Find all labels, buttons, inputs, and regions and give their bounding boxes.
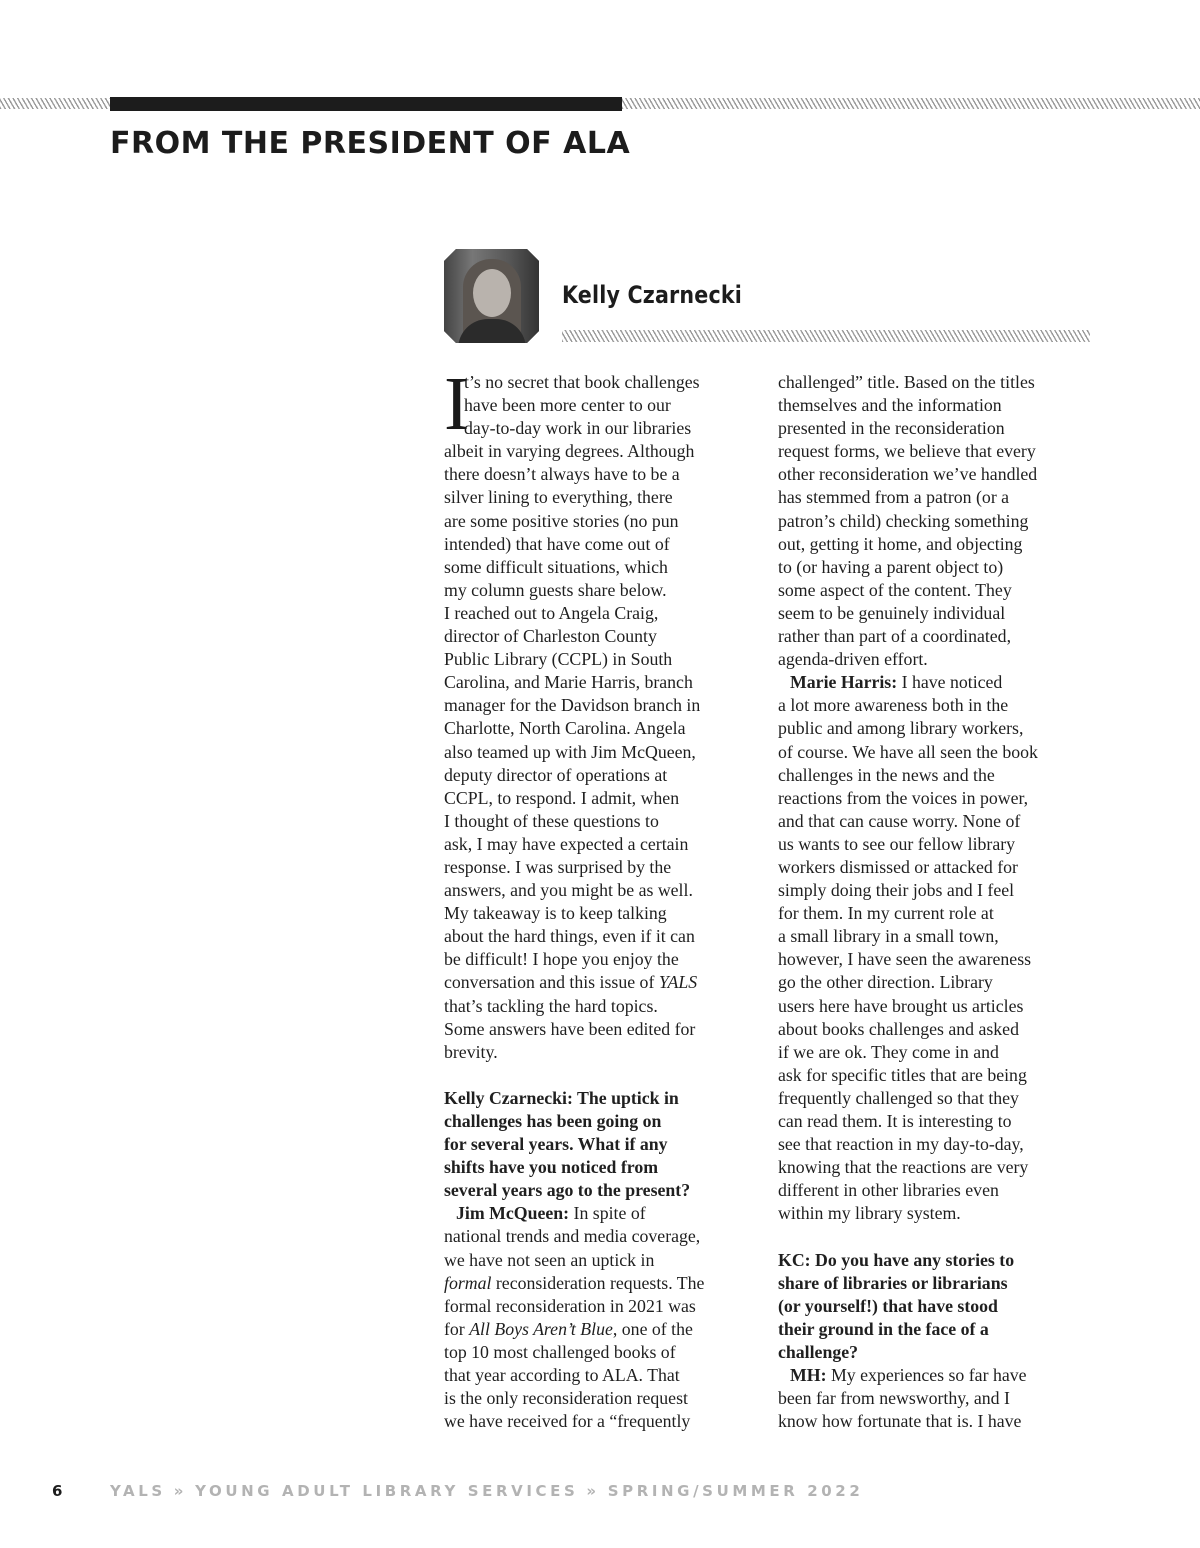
plain-text: rather than part of a coordinated, xyxy=(778,626,1012,647)
plain-text: other reconsideration we’ve handled xyxy=(778,464,1038,485)
text-line xyxy=(444,1133,762,1156)
text-line xyxy=(778,648,1096,671)
text-line xyxy=(444,394,762,417)
plain-text: presented in the reconsideration xyxy=(778,418,1005,439)
text-line xyxy=(778,1387,1096,1410)
text-line xyxy=(444,556,762,579)
text-line xyxy=(778,1087,1096,1110)
plain-text: In spite of xyxy=(573,1203,646,1224)
text-line xyxy=(778,902,1096,925)
plain-text: response. I was surprised by the xyxy=(444,856,672,877)
plain-text: are some positive stories (no pun xyxy=(444,510,679,531)
text-line xyxy=(778,948,1096,971)
text-line xyxy=(778,1018,1096,1041)
plain-text: simply doing their jobs and I feel xyxy=(778,880,1015,901)
plain-text: Public Library (CCPL) in South xyxy=(444,649,673,670)
plain-text: for them. In my current role at xyxy=(778,903,994,924)
plain-text: know how fortunate that is. I have xyxy=(778,1411,1022,1432)
text-line xyxy=(444,1179,762,1202)
plain-text: I reached out to Angela Craig, xyxy=(444,602,659,623)
text-line xyxy=(444,648,762,671)
text-line xyxy=(778,417,1096,440)
text-line xyxy=(778,394,1096,417)
plain-text: however, I have seen the awareness xyxy=(778,949,1032,970)
plain-text: for xyxy=(444,1318,465,1339)
paragraph-gap xyxy=(778,1225,1096,1248)
footer-publication: YALS xyxy=(110,1482,166,1500)
plain-text: Some answers have been edited for xyxy=(444,1018,696,1039)
plain-text: we have not seen an uptick in xyxy=(444,1249,655,1270)
text-line xyxy=(444,1018,762,1041)
plain-text: a lot more awareness both in the xyxy=(778,695,1009,716)
text-line xyxy=(444,1410,762,1433)
bold-text: challenge? xyxy=(778,1341,859,1362)
text-line xyxy=(444,879,762,902)
text-line xyxy=(778,764,1096,787)
text-line xyxy=(778,787,1096,810)
plain-text: about the hard things, even if it can xyxy=(444,926,695,947)
text-line xyxy=(778,1410,1096,1433)
plain-text: can read them. It is interesting to xyxy=(778,1111,1012,1131)
text-line xyxy=(778,1202,1096,1225)
plain-text: Charlotte, North Carolina. Angela xyxy=(444,718,686,739)
header-hatch-right xyxy=(622,98,1200,109)
text-line xyxy=(444,1295,762,1318)
plain-text: manager for the Davidson branch in xyxy=(444,695,701,716)
plain-text: deputy director of operations at xyxy=(444,764,668,785)
plain-text: within my library system. xyxy=(778,1203,961,1224)
text-line xyxy=(778,971,1096,994)
text-line xyxy=(778,741,1096,764)
text-line xyxy=(778,1272,1096,1295)
text-line xyxy=(444,510,762,533)
page-number: 6 xyxy=(52,1482,63,1500)
text-line xyxy=(778,1110,1096,1133)
plain-text: ask for specific titles that are being xyxy=(778,1064,1027,1085)
text-line xyxy=(444,1041,762,1064)
text-line xyxy=(778,995,1096,1018)
bold-text: several years ago to the present? xyxy=(444,1180,691,1201)
plain-text: public and among library workers, xyxy=(778,718,1024,739)
plain-text: conversation and this issue of xyxy=(444,972,655,993)
footer-separator: » xyxy=(173,1482,188,1500)
plain-text: challenged” title. Based on the titles xyxy=(778,372,1035,392)
text-line xyxy=(444,579,762,602)
text-line xyxy=(444,902,762,925)
plain-text: director of Charleston County xyxy=(444,626,657,647)
plain-text: if we are ok. They come in and xyxy=(778,1041,999,1062)
bold-text: Marie Harris: xyxy=(790,672,898,693)
bold-text: share of libraries or librarians xyxy=(778,1272,1008,1293)
bold-text: Jim McQueen: xyxy=(456,1203,570,1224)
plain-text: of course. We have all seen the book xyxy=(778,741,1038,762)
drop-cap: I xyxy=(444,362,470,446)
plain-text: day-to-day work in our libraries xyxy=(464,418,692,439)
bold-text: for several years. What if any xyxy=(444,1134,668,1155)
header-hatch-left xyxy=(0,98,110,109)
text-line xyxy=(444,948,762,971)
text-line xyxy=(778,371,1096,394)
plain-text: seem to be genuinely individual xyxy=(778,602,1006,623)
plain-text: some difficult situations, which xyxy=(444,556,668,577)
plain-text: be difficult! I hope you enjoy the xyxy=(444,949,679,970)
plain-text: request forms, we believe that every xyxy=(778,441,1036,462)
text-line xyxy=(778,440,1096,463)
text-line xyxy=(778,1318,1096,1341)
bold-text: (or yourself!) that have stood xyxy=(778,1295,998,1316)
plain-text: My takeaway is to keep talking xyxy=(444,903,667,924)
footer-subtitle: YOUNG ADULT LIBRARY SERVICES xyxy=(195,1482,579,1500)
plain-text: national trends and media coverage, xyxy=(444,1226,701,1247)
bold-text: KC: Do you have any stories to xyxy=(778,1249,1015,1270)
text-line xyxy=(444,810,762,833)
paragraph-gap xyxy=(444,1064,762,1087)
plain-text: challenges in the news and the xyxy=(778,764,995,785)
plain-text: ask, I may have expected a certain xyxy=(444,833,689,854)
plain-text: t’s no secret that book challenges xyxy=(464,372,700,392)
text-line xyxy=(778,579,1096,602)
author-photo xyxy=(444,249,539,343)
plain-text: knowing that the reactions are very xyxy=(778,1157,1029,1178)
plain-text: go the other direction. Library xyxy=(778,972,993,993)
text-line xyxy=(778,1341,1096,1364)
text-line xyxy=(444,1272,762,1295)
bold-text: their ground in the face of a xyxy=(778,1318,989,1339)
text-line xyxy=(444,717,762,740)
article-column-1 xyxy=(444,362,762,1433)
plain-text: workers dismissed or attacked for xyxy=(778,856,1018,877)
plain-text: themselves and the information xyxy=(778,395,1002,416)
text-line xyxy=(444,1225,762,1248)
text-line xyxy=(444,764,762,787)
text-line xyxy=(444,833,762,856)
text-line xyxy=(778,1041,1096,1064)
plain-text: CCPL, to respond. I admit, when xyxy=(444,787,680,808)
plain-text: users here have brought us articles xyxy=(778,995,1024,1016)
text-line xyxy=(778,602,1096,625)
plain-text: frequently challenged so that they xyxy=(778,1087,1019,1108)
byline-hatch xyxy=(562,330,1090,342)
plain-text: intended) that have come out of xyxy=(444,533,670,554)
plain-text: I thought of these questions to xyxy=(444,810,659,831)
text-line xyxy=(444,463,762,486)
plain-text: reactions from the voices in power, xyxy=(778,787,1029,808)
plain-text: that’s tackling the hard topics. xyxy=(444,995,658,1016)
text-line xyxy=(778,717,1096,740)
page-footer xyxy=(0,1482,1200,1502)
italic-text: formal xyxy=(444,1272,492,1293)
text-line xyxy=(778,1179,1096,1202)
text-line xyxy=(778,833,1096,856)
italic-text: YALS xyxy=(658,972,698,993)
text-line xyxy=(778,810,1096,833)
text-line xyxy=(444,1110,762,1133)
plain-text: some aspect of the content. They xyxy=(778,579,1012,600)
text-line xyxy=(778,556,1096,579)
plain-text: has stemmed from a patron (or a xyxy=(778,487,1010,508)
text-line xyxy=(444,1341,762,1364)
text-line xyxy=(778,879,1096,902)
text-line xyxy=(778,1156,1096,1179)
bold-text: shifts have you noticed from xyxy=(444,1157,659,1178)
plain-text: a small library in a small town, xyxy=(778,926,999,947)
plain-text: top 10 most challenged books of xyxy=(444,1341,676,1362)
plain-text: and that can cause worry. None of xyxy=(778,810,1021,831)
plain-text: we have received for a “frequently xyxy=(444,1411,691,1432)
text-line xyxy=(444,417,762,440)
text-line xyxy=(444,971,762,994)
plain-text: about books challenges and asked xyxy=(778,1018,1019,1039)
text-line xyxy=(444,1087,762,1110)
plain-text: answers, and you might be as well. xyxy=(444,880,693,901)
italic-text: All Boys Aren’t Blue xyxy=(469,1318,613,1339)
footer-separator: » xyxy=(586,1482,600,1500)
plain-text: my column guests share below. xyxy=(444,579,667,600)
text-line xyxy=(778,1064,1096,1087)
text-line xyxy=(444,741,762,764)
text-line xyxy=(444,1387,762,1410)
plain-text: albeit in varying degrees. Although xyxy=(444,441,695,462)
plain-text: I have noticed xyxy=(901,672,1003,693)
text-line xyxy=(778,1295,1096,1318)
plain-text: is the only reconsideration request xyxy=(444,1388,688,1409)
text-line xyxy=(444,625,762,648)
plain-text: also teamed up with Jim McQueen, xyxy=(444,741,696,762)
text-line xyxy=(444,694,762,717)
text-line xyxy=(778,671,1096,694)
plain-text: brevity. xyxy=(444,1041,498,1062)
text-line xyxy=(778,1364,1096,1387)
plain-text: been far from newsworthy, and I xyxy=(778,1388,1010,1409)
text-line xyxy=(778,510,1096,533)
plain-text: there doesn’t always have to be a xyxy=(444,464,680,485)
text-line xyxy=(444,1156,762,1179)
bold-text: MH: xyxy=(790,1365,827,1386)
text-line xyxy=(444,440,762,463)
text-line xyxy=(778,856,1096,879)
author-byline: Kelly Czarnecki xyxy=(562,281,742,309)
plain-text: to (or having a parent object to) xyxy=(778,556,1004,577)
plain-text: agenda-driven effort. xyxy=(778,649,928,670)
plain-text: reconsideration requests. The xyxy=(495,1272,705,1293)
text-line xyxy=(444,486,762,509)
text-line xyxy=(778,1133,1096,1156)
text-line xyxy=(444,1249,762,1272)
plain-text: , one of the xyxy=(612,1318,693,1339)
text-line xyxy=(444,1318,762,1341)
text-line xyxy=(778,925,1096,948)
plain-text: Carolina, and Marie Harris, branch xyxy=(444,672,693,693)
text-line xyxy=(444,856,762,879)
text-line xyxy=(778,486,1096,509)
plain-text: us wants to see our fellow library xyxy=(778,833,1016,854)
footer-issue: SPRING/SUMMER 2022 xyxy=(607,1482,864,1500)
plain-text: different in other libraries even xyxy=(778,1180,999,1201)
plain-text: My experiences so far have xyxy=(831,1365,1027,1386)
text-line xyxy=(444,602,762,625)
header-bar xyxy=(110,97,622,111)
plain-text: patron’s child) checking something xyxy=(778,510,1029,531)
text-line xyxy=(778,463,1096,486)
text-line xyxy=(444,995,762,1018)
plain-text: formal reconsideration in 2021 was xyxy=(444,1295,696,1316)
text-line xyxy=(444,371,762,394)
text-line xyxy=(778,1249,1096,1272)
bold-text: Kelly Czarnecki: The uptick in xyxy=(444,1087,679,1108)
plain-text: out, getting it home, and objecting xyxy=(778,533,1023,554)
plain-text: have been more center to our xyxy=(464,395,671,416)
text-line xyxy=(444,1364,762,1387)
text-line xyxy=(444,533,762,556)
article-column-2 xyxy=(778,371,1096,1433)
plain-text: see that reaction in my day-to-day, xyxy=(778,1134,1024,1155)
plain-text: silver lining to everything, there xyxy=(444,487,673,508)
section-title: FROM THE PRESIDENT OF ALA xyxy=(110,126,631,161)
text-line xyxy=(778,694,1096,717)
bold-text: challenges has been going on xyxy=(444,1111,662,1131)
footer-running-title xyxy=(110,1482,863,1500)
text-line xyxy=(444,671,762,694)
text-line xyxy=(444,925,762,948)
plain-text: that year according to ALA. That xyxy=(444,1365,680,1386)
text-line xyxy=(444,787,762,810)
text-line xyxy=(778,533,1096,556)
text-line xyxy=(444,1202,762,1225)
text-line xyxy=(778,625,1096,648)
